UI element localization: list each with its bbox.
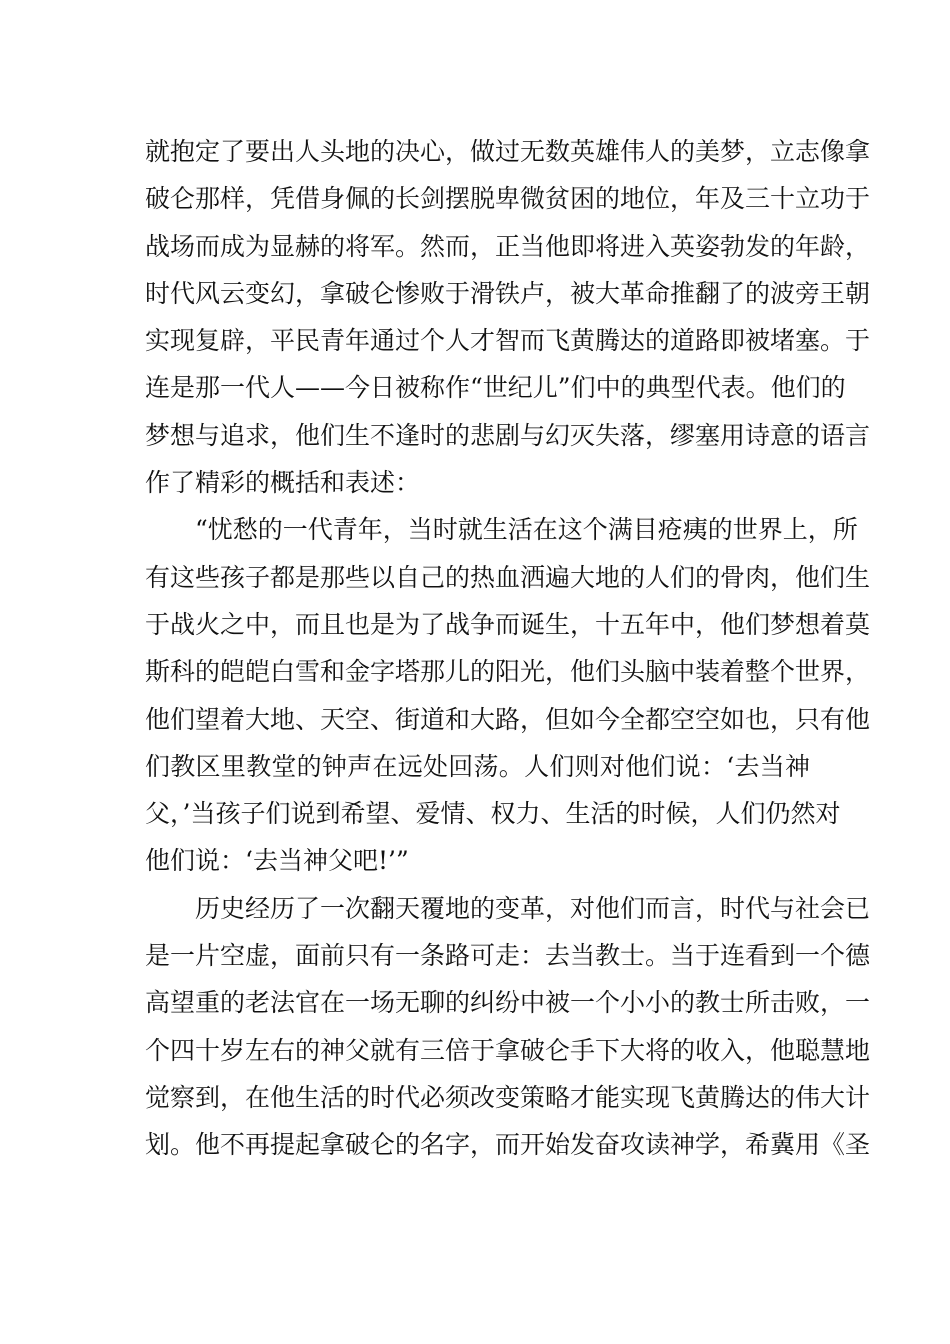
text-line: 连是那一代人——今日被称作“世纪儿”们中的典型代表。他们的: [145, 373, 846, 403]
paragraph-3: [145, 885, 871, 1169]
text-line: 个四十岁左右的神父就有三倍于拿破仑手下大将的收入，他聪慧地: [145, 1035, 871, 1065]
text-line: 历史经历了一次翻天覆地的变革，对他们而言，时代与社会已: [195, 893, 871, 923]
text-line: 就抱定了要出人头地的决心，做过无数英雄伟人的美梦，立志像拿: [145, 137, 871, 166]
paragraph-2-quote: [145, 506, 871, 884]
text-line: 是一片空虚，面前只有一条路可走：去当教士。当于连看到一个德: [145, 941, 871, 971]
text-line: 有这些孩子都是那些以自己的热血洒遍大地的人们的骨肉，他们生: [145, 562, 871, 592]
text-line: 父，’当孩子们说到希望、爱情、权力、生活的时候，人们仍然对: [145, 799, 841, 829]
text-line: 作了精彩的概括和表述：: [145, 468, 421, 498]
text-line: 破仑那样，凭借身佩的长剑摆脱卑微贫困的地位，年及三十立功于: [145, 184, 871, 214]
body-text: [145, 128, 871, 1169]
text-line: 他们说：‘去当神父吧!’”: [145, 846, 409, 876]
text-line: 划。他不再提起拿破仑的名字，而开始发奋攻读神学，希冀用《圣: [145, 1130, 871, 1160]
paragraph-1: [145, 128, 871, 506]
text-line: 梦想与追求，他们生不逢时的悲剧与幻灭失落，缪塞用诗意的语言: [145, 420, 871, 450]
text-line: 们教区里教堂的钟声在远处回荡。人们则对他们说：‘去当神: [145, 751, 810, 781]
text-line: 他们望着大地、天空、街道和大路，但如今全都空空如也，只有他: [145, 704, 871, 734]
text-line: 时代风云变幻，拿破仑惨败于滑铁卢，被大革命推翻了的波旁王朝: [145, 278, 871, 308]
text-line: 觉察到，在他生活的时代必须改变策略才能实现飞黄腾达的伟大计: [145, 1082, 871, 1112]
text-line: 于战火之中，而且也是为了战争而诞生，十五年中，他们梦想着莫: [145, 609, 871, 639]
text-line: 斯科的皑皑白雪和金字塔那儿的阳光，他们头脑中装着整个世界，: [145, 657, 871, 687]
text-line: “忧愁的一代青年，当时就生活在这个满目疮痍的世界上，所: [195, 515, 858, 545]
text-line: 实现复辟，平民青年通过个人才智而飞黄腾达的道路即被堵塞。于: [145, 326, 871, 356]
text-line: 战场而成为显赫的将军。然而，正当他即将进入英姿勃发的年龄，: [145, 231, 871, 261]
text-line: 高望重的老法官在一场无聊的纠纷中被一个小小的教士所击败，一: [145, 988, 871, 1018]
